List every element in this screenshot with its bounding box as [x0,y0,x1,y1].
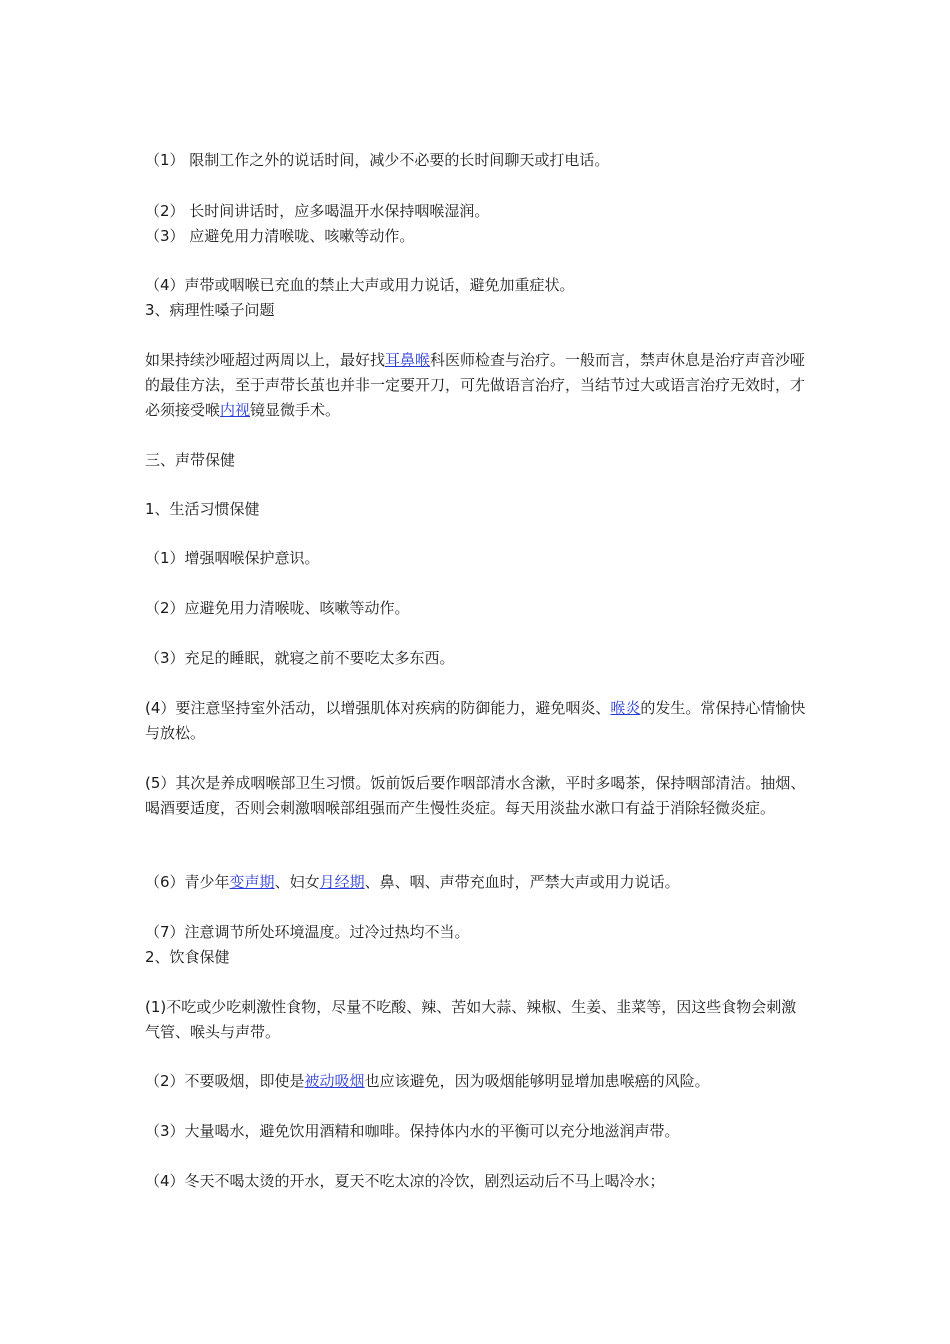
text-span: 科医师检查与治疗。一般而言，禁声休息是治疗声音沙哑的最佳方法，至于声带长茧也并非一定要开刀，可先做语言治疗，当结节过大或语言治疗无效时，才必须接受喉 [145,351,806,419]
link-menstruation[interactable]: 月经期 [319,873,365,891]
list-item-2: （2） 长时间讲话时，应多喝温开水保持咽喉湿润。 [145,202,490,220]
text-span: 、鼻、咽、声带充血时，严禁大声或用力说话。 [364,873,680,891]
text-span: 也应该避免，因为吸烟能够明显增加患喉癌的风险。 [364,1072,710,1090]
heading-lifestyle: 1、生活习惯保健 [145,500,260,518]
list-item-2: （2）应避免用力清喉咙、咳嗽等动作。 [145,599,410,617]
diet-item-2 [145,1069,810,1094]
text-span: （2）不要吸烟，即使是 [145,1072,305,1090]
diet-item-1: (1)不吃或少吃刺激性食物，尽量不吃酸、辣、苦如大蒜、辣椒、生姜、韭菜等，因这些食物会刺激气管、喉头与声带。 [145,998,797,1041]
link-voice-change[interactable]: 变声期 [229,873,275,891]
text-span: (4）要注意坚持室外活动，以增强肌体对疾病的防御能力，避免咽炎、 [145,699,611,717]
paragraph-pathological [145,348,810,423]
list-item-3: （3）充足的睡眠，就寝之前不要吃太多东西。 [145,649,455,667]
list-item-1: （1） 限制工作之外的说话时间，减少不必要的长时间聊天或打电话。 [145,151,610,169]
section-heading: 三、声带保健 [145,451,236,469]
list-item-1: （1）增强咽喉保护意识。 [145,549,320,567]
list-item-3: （3） 应避免用力清喉咙、咳嗽等动作。 [145,227,415,245]
link-endoscope[interactable]: 内视 [220,401,251,419]
list-item-7: （7）注意调节所处环境温度。过冷过热均不当。 [145,923,470,941]
list-item-6 [145,870,810,895]
link-passive-smoking[interactable]: 被动吸烟 [304,1072,365,1090]
heading-diet: 2、饮食保健 [145,948,230,966]
list-item-4 [145,696,810,746]
link-ent[interactable]: 耳鼻喉 [385,351,431,369]
text-span: 、妇女 [274,873,320,891]
text-span: 镜显微手术。 [250,401,341,419]
list-item-4: （4）声带或咽喉已充血的禁止大声或用力说话，避免加重症状。 [145,276,575,294]
text-span: （6）青少年 [145,873,230,891]
list-item-5: (5）其次是养成咽喉部卫生习惯。饭前饭后要作咽部清水含漱，平时多喝茶，保持咽部清洁。抽烟、喝酒要适度，否则会刺激咽喉部组强而产生慢性炎症。每天用淡盐水漱口有益于消除轻微炎症。 [145,774,806,817]
diet-item-3: （3）大量喝水，避免饮用酒精和咖啡。保持体内水的平衡可以充分地滋润声带。 [145,1122,680,1140]
text-span: 的发生。常保持心情愉快与放松。 [145,699,806,742]
diet-item-4: （4）冬天不喝太烫的开水，夏天不吃太凉的冷饮，剧烈运动后不马上喝冷水； [145,1172,665,1190]
text-span: 如果持续沙哑超过两周以上，最好找 [145,351,386,369]
heading-pathological: 3、病理性嗓子问题 [145,301,275,319]
link-laryngitis[interactable]: 喉炎 [610,699,641,717]
